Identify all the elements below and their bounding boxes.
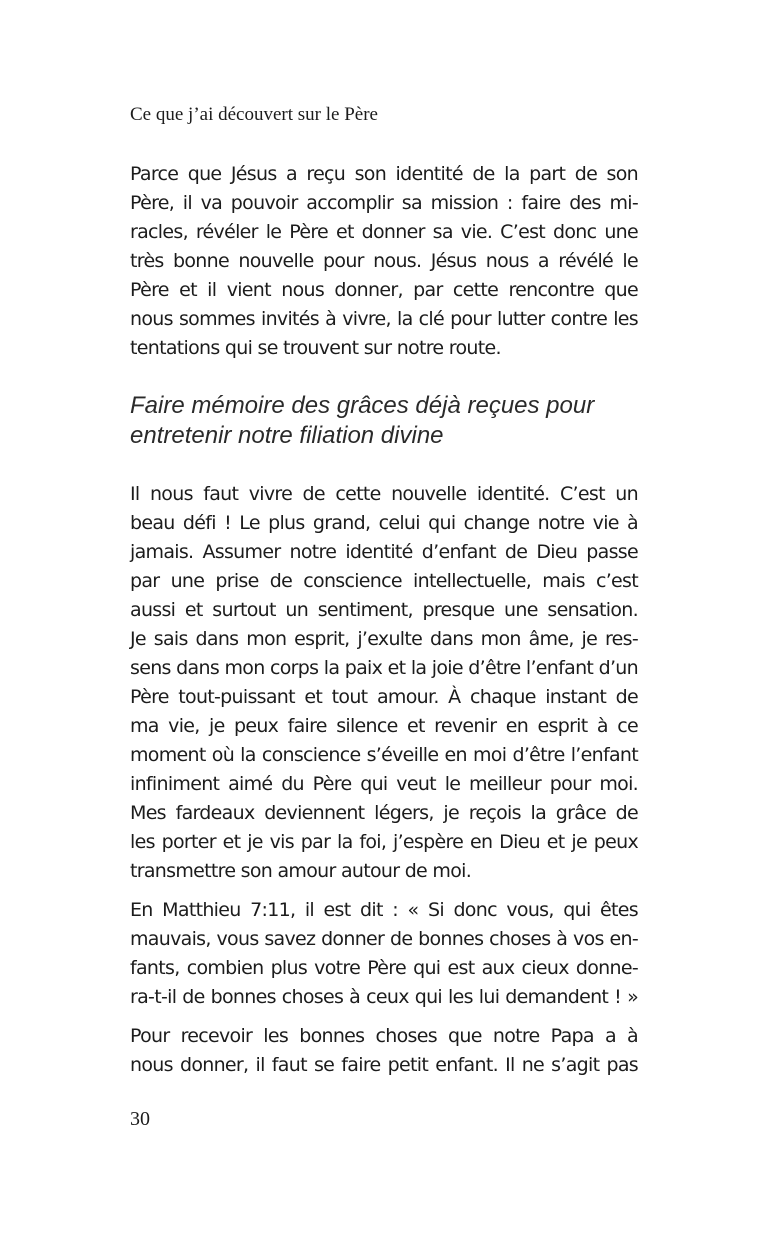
paragraph-2 bbox=[130, 480, 638, 886]
paragraph-line: ra-t-il de bonnes choses à ceux qui les lui demandent ! » bbox=[130, 986, 638, 1008]
paragraph-line: Père tout-puissant et tout amour. À chaque instant de bbox=[130, 686, 638, 708]
paragraph-line: très bonne nouvelle pour nous. Jésus nous a révélé le bbox=[130, 250, 638, 272]
paragraph-4 bbox=[130, 1022, 638, 1080]
paragraph-line: tentations qui se trouvent sur notre route. bbox=[130, 337, 501, 359]
paragraph-line: Parce que Jésus a reçu son identité de la part de son bbox=[130, 163, 638, 185]
paragraph-line: sens dans mon corps la paix et la joie d’être l’enfant d’un bbox=[130, 657, 638, 679]
paragraph-3 bbox=[130, 896, 638, 1012]
page-number: 30 bbox=[130, 1108, 150, 1130]
paragraph-line: Père et il vient nous donner, par cette rencontre que bbox=[130, 279, 638, 301]
paragraph-1 bbox=[130, 160, 638, 363]
paragraph-line: Il nous faut vivre de cette nouvelle identité. C’est un bbox=[130, 483, 638, 505]
paragraph-line: racles, révéler le Père et donner sa vie. C’est donc une bbox=[130, 221, 638, 243]
section-heading bbox=[130, 391, 690, 451]
section-heading-line: entretenir notre filiation divine bbox=[130, 422, 444, 449]
paragraph-line: beau défi ! Le plus grand, celui qui change notre vie à bbox=[130, 512, 638, 534]
paragraph-line: ma vie, je peux faire silence et revenir en esprit à ce bbox=[130, 715, 638, 737]
paragraph-line: mauvais, vous savez donner de bonnes choses à vos en- bbox=[130, 928, 638, 950]
paragraph-line: fants, combien plus votre Père qui est aux cieux donne- bbox=[130, 957, 638, 979]
paragraph-line: Je sais dans mon esprit, j’exulte dans mon âme, je res- bbox=[130, 628, 638, 650]
paragraph-line: Mes fardeaux deviennent légers, je reçois la grâce de bbox=[130, 802, 638, 824]
paragraph-line: Pour recevoir les bonnes choses que notre Papa a à bbox=[130, 1025, 638, 1047]
section-heading-line: Faire mémoire des grâces déjà reçues pour bbox=[130, 392, 595, 419]
paragraph-line: moment où la conscience s’éveille en moi d’être l’enfant bbox=[130, 744, 638, 766]
paragraph-line: nous donner, il faut se faire petit enfant. Il ne s’agit pas bbox=[130, 1054, 638, 1076]
paragraph-line: Père, il va pouvoir accomplir sa mission : faire des mi- bbox=[130, 192, 638, 214]
paragraph-line: jamais. Assumer notre identité d’enfant de Dieu passe bbox=[130, 541, 638, 563]
paragraph-line: nous sommes invités à vivre, la clé pour lutter contre les bbox=[130, 308, 638, 330]
paragraph-line: transmettre son amour autour de moi. bbox=[130, 860, 472, 882]
running-header: Ce que j’ai découvert sur le Père bbox=[130, 104, 378, 125]
paragraph-line: les porter et je vis par la foi, j’espère en Dieu et je peux bbox=[130, 831, 638, 853]
paragraph-line: par une prise de conscience intellectuelle, mais c’est bbox=[130, 570, 638, 592]
paragraph-line: En Matthieu 7:11, il est dit : « Si donc vous, qui êtes bbox=[130, 899, 638, 921]
paragraph-line: aussi et surtout un sentiment, presque une sensation. bbox=[130, 599, 638, 621]
paragraph-line: infiniment aimé du Père qui veut le meilleur pour moi. bbox=[130, 773, 638, 795]
